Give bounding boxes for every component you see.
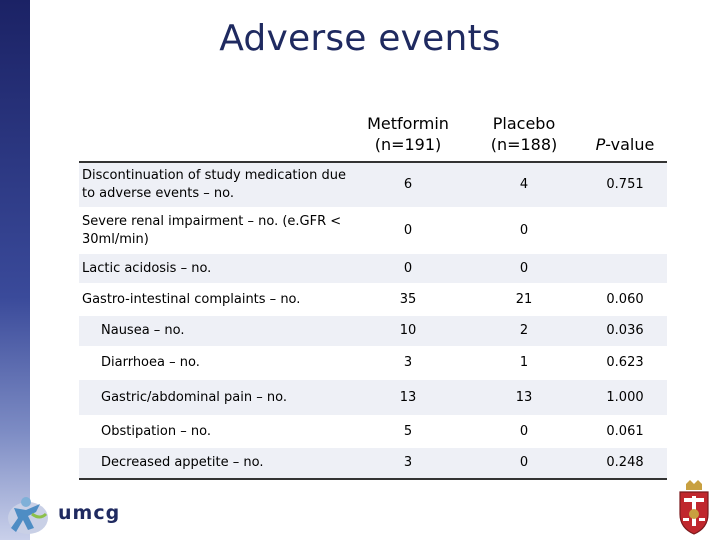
cell-placebo: 13 [465, 380, 583, 415]
table-row [79, 346, 667, 380]
header-pvalue [583, 96, 667, 162]
row-label: Decreased appetite – no. [79, 448, 351, 479]
header-empty [79, 96, 351, 162]
row-label: Nausea – no. [79, 316, 351, 346]
table-row [79, 162, 667, 207]
cell-pvalue: 0.061 [606, 423, 644, 439]
row-label: Severe renal impairment – no. (e.GFR < 30ml/min) [82, 213, 342, 247]
table-row [79, 448, 667, 479]
cell-placebo: 4 [465, 162, 583, 207]
table-row [79, 207, 667, 254]
umcg-wordmark: umcg [58, 502, 121, 524]
row-label: Diarrhoea – no. [101, 355, 200, 370]
cell-pvalue: 0.751 [583, 162, 667, 207]
cell-metformin: 35 [399, 291, 417, 307]
cell-placebo: 1 [519, 355, 529, 370]
cell-metformin: 13 [351, 380, 465, 415]
cell-placebo: 0 [519, 423, 529, 439]
cell-pvalue: 1.000 [583, 380, 667, 415]
row-label: Gastric/abdominal pain – no. [79, 380, 351, 415]
cell-pvalue [583, 254, 667, 283]
cell-metformin: 0 [403, 222, 413, 238]
cell-pvalue: 0.623 [606, 355, 644, 370]
table-row [79, 415, 667, 448]
cell-placebo: 21 [515, 291, 533, 307]
cell-placebo: 2 [465, 316, 583, 346]
row-label: Gastro-intestinal complaints – no. [82, 291, 301, 307]
header-metformin [351, 96, 465, 162]
cell-placebo: 0 [465, 448, 583, 479]
header-pvalue-p: P [595, 135, 606, 154]
cell-metformin: 3 [351, 448, 465, 479]
cell-pvalue [583, 207, 667, 254]
table-header-row [79, 96, 667, 162]
header-pvalue-rest: -value [605, 135, 655, 154]
header-metformin-name: Metformin [367, 114, 449, 133]
cell-metformin: 0 [351, 254, 465, 283]
cell-pvalue: 0.060 [606, 291, 644, 307]
cell-metformin: 3 [403, 355, 413, 370]
header-placebo [465, 96, 583, 162]
row-label: Obstipation – no. [101, 423, 211, 439]
cell-placebo: 0 [519, 222, 529, 238]
header-placebo-n: (n=188) [490, 135, 558, 154]
row-label: Lactic acidosis – no. [79, 254, 351, 283]
cell-metformin: 6 [351, 162, 465, 207]
header-metformin-n: (n=191) [374, 135, 442, 154]
umcg-logo [6, 494, 146, 538]
cell-metformin: 5 [403, 423, 413, 439]
university-crest-icon [674, 478, 714, 536]
table-row [79, 316, 667, 346]
table-row [79, 283, 667, 316]
header-placebo-name: Placebo [492, 114, 556, 133]
adverse-events-table [79, 96, 667, 480]
table-row [79, 380, 667, 415]
slide-title: Adverse events [219, 18, 501, 59]
cell-placebo: 0 [465, 254, 583, 283]
side-accent-bar [0, 0, 30, 540]
cell-metformin: 10 [351, 316, 465, 346]
umcg-figure-icon [6, 494, 54, 538]
cell-pvalue: 0.248 [583, 448, 667, 479]
cell-pvalue: 0.036 [583, 316, 667, 346]
table-row [79, 254, 667, 283]
row-label: Discontinuation of study medication due to adverse events – no. [79, 162, 351, 207]
